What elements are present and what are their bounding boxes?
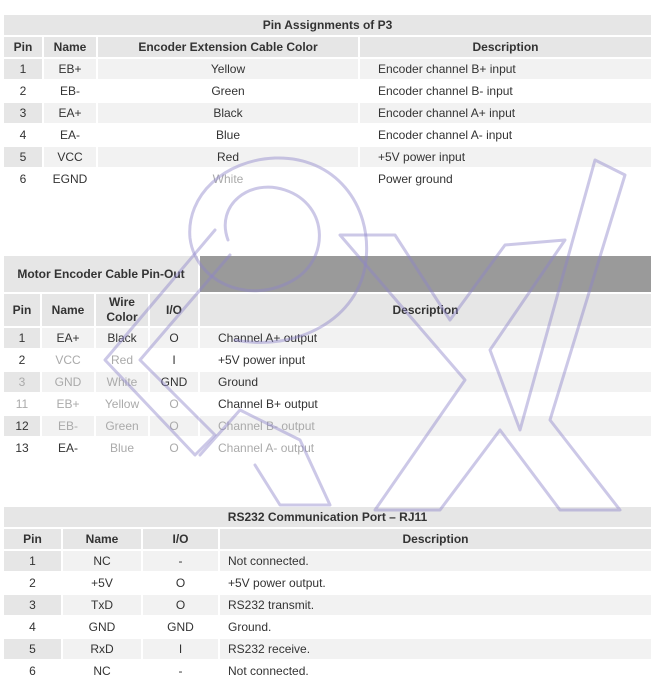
color-cell: Yellow <box>98 59 358 79</box>
table3-header-name: Name <box>63 529 141 549</box>
color-cell: Green <box>98 81 358 101</box>
io-cell: O <box>143 573 218 593</box>
pin-cell: 12 <box>4 416 40 436</box>
description-cell: +5V power input <box>200 350 651 370</box>
table-row <box>4 350 651 370</box>
name-cell: EA+ <box>42 328 94 348</box>
pin-cell: 3 <box>4 595 61 615</box>
table1-title: Pin Assignments of P3 <box>4 15 651 35</box>
description-cell: Channel B- output <box>200 416 651 436</box>
io-cell: - <box>143 661 218 681</box>
io-cell: O <box>150 416 198 436</box>
pin-cell: 2 <box>4 350 40 370</box>
description-cell: +5V power input <box>360 147 651 167</box>
table-row <box>4 639 651 659</box>
name-cell: EA- <box>42 438 94 458</box>
pin-cell: 4 <box>4 125 42 145</box>
table-row <box>4 573 651 593</box>
pin-cell: 5 <box>4 147 42 167</box>
table-row <box>4 125 651 145</box>
table-row <box>4 147 651 167</box>
table-row <box>4 328 651 348</box>
table3-header-description: Description <box>220 529 651 549</box>
color-cell: Red <box>98 147 358 167</box>
pin-cell: 11 <box>4 394 40 414</box>
table-row <box>4 169 651 189</box>
io-cell: - <box>143 551 218 571</box>
pin-cell: 6 <box>4 169 42 189</box>
description-cell: RS232 transmit. <box>220 595 651 615</box>
name-cell: EGND <box>44 169 96 189</box>
description-cell: Encoder channel B- input <box>360 81 651 101</box>
wire-color-cell: Red <box>96 350 148 370</box>
name-cell: EB+ <box>42 394 94 414</box>
table2-header-name: Name <box>42 294 94 326</box>
wire-color-cell: White <box>96 372 148 392</box>
table2-header-description: Description <box>200 294 651 326</box>
color-cell: White <box>98 169 358 189</box>
pin-cell: 1 <box>4 551 61 571</box>
table-row <box>4 372 651 392</box>
description-cell: Encoder channel A+ input <box>360 103 651 123</box>
name-cell: RxD <box>63 639 141 659</box>
description-cell: Not connected. <box>220 551 651 571</box>
pin-cell: 1 <box>4 59 42 79</box>
table3-header-io: I/O <box>143 529 218 549</box>
table-row <box>4 416 651 436</box>
motor-encoder-cable-table <box>2 254 653 460</box>
table1-header-description: Description <box>360 37 651 57</box>
color-cell: Blue <box>98 125 358 145</box>
table3-title: RS232 Communication Port – RJ11 <box>4 507 651 527</box>
wire-color-cell: Green <box>96 416 148 436</box>
name-cell: EB- <box>42 416 94 436</box>
pin-cell: 1 <box>4 328 40 348</box>
description-cell: Channel B+ output <box>200 394 651 414</box>
table1-header-color: Encoder Extension Cable Color <box>98 37 358 57</box>
pin-cell: 5 <box>4 639 61 659</box>
pin-cell: 2 <box>4 81 42 101</box>
name-cell: NC <box>63 551 141 571</box>
pin-cell: 2 <box>4 573 61 593</box>
description-cell: Ground. <box>220 617 651 637</box>
pin-cell: 4 <box>4 617 61 637</box>
table1-header-name: Name <box>44 37 96 57</box>
name-cell: VCC <box>44 147 96 167</box>
name-cell: TxD <box>63 595 141 615</box>
table2-header-wire-color: Wire Color <box>96 294 148 326</box>
description-cell: Channel A+ output <box>200 328 651 348</box>
description-cell: Channel A- output <box>200 438 651 458</box>
description-cell: Power ground <box>360 169 651 189</box>
table-row <box>4 438 651 458</box>
rs232-port-table <box>2 505 653 683</box>
pin-cell: 13 <box>4 438 40 458</box>
name-cell: +5V <box>63 573 141 593</box>
name-cell: EA+ <box>44 103 96 123</box>
io-cell: O <box>143 595 218 615</box>
io-cell: I <box>150 350 198 370</box>
description-cell: Encoder channel B+ input <box>360 59 651 79</box>
table-row <box>4 59 651 79</box>
description-cell: +5V power output. <box>220 573 651 593</box>
pin-cell: 6 <box>4 661 61 681</box>
table3-header-pin: Pin <box>4 529 61 549</box>
table2-title-filler <box>200 256 651 292</box>
io-cell: O <box>150 438 198 458</box>
description-cell: Encoder channel A- input <box>360 125 651 145</box>
io-cell: O <box>150 328 198 348</box>
wire-color-cell: Yellow <box>96 394 148 414</box>
name-cell: EB- <box>44 81 96 101</box>
name-cell: GND <box>42 372 94 392</box>
io-cell: GND <box>143 617 218 637</box>
name-cell: GND <box>63 617 141 637</box>
table-row <box>4 81 651 101</box>
pin-cell: 3 <box>4 372 40 392</box>
description-cell: Ground <box>200 372 651 392</box>
table-row <box>4 617 651 637</box>
pin-cell: 3 <box>4 103 42 123</box>
name-cell: EB+ <box>44 59 96 79</box>
io-cell: GND <box>150 372 198 392</box>
name-cell: EA- <box>44 125 96 145</box>
wire-color-cell: Blue <box>96 438 148 458</box>
table-row <box>4 103 651 123</box>
pin-assignments-p3-table <box>2 13 653 191</box>
table2-header-pin: Pin <box>4 294 40 326</box>
description-cell: Not connected. <box>220 661 651 681</box>
color-cell: Black <box>98 103 358 123</box>
table1-header-pin: Pin <box>4 37 42 57</box>
name-cell: NC <box>63 661 141 681</box>
table2-title: Motor Encoder Cable Pin-Out <box>4 256 198 292</box>
table-row <box>4 551 651 571</box>
table-row <box>4 661 651 681</box>
wire-color-cell: Black <box>96 328 148 348</box>
table-row <box>4 595 651 615</box>
table2-header-io: I/O <box>150 294 198 326</box>
name-cell: VCC <box>42 350 94 370</box>
io-cell: O <box>150 394 198 414</box>
io-cell: I <box>143 639 218 659</box>
description-cell: RS232 receive. <box>220 639 651 659</box>
table-row <box>4 394 651 414</box>
